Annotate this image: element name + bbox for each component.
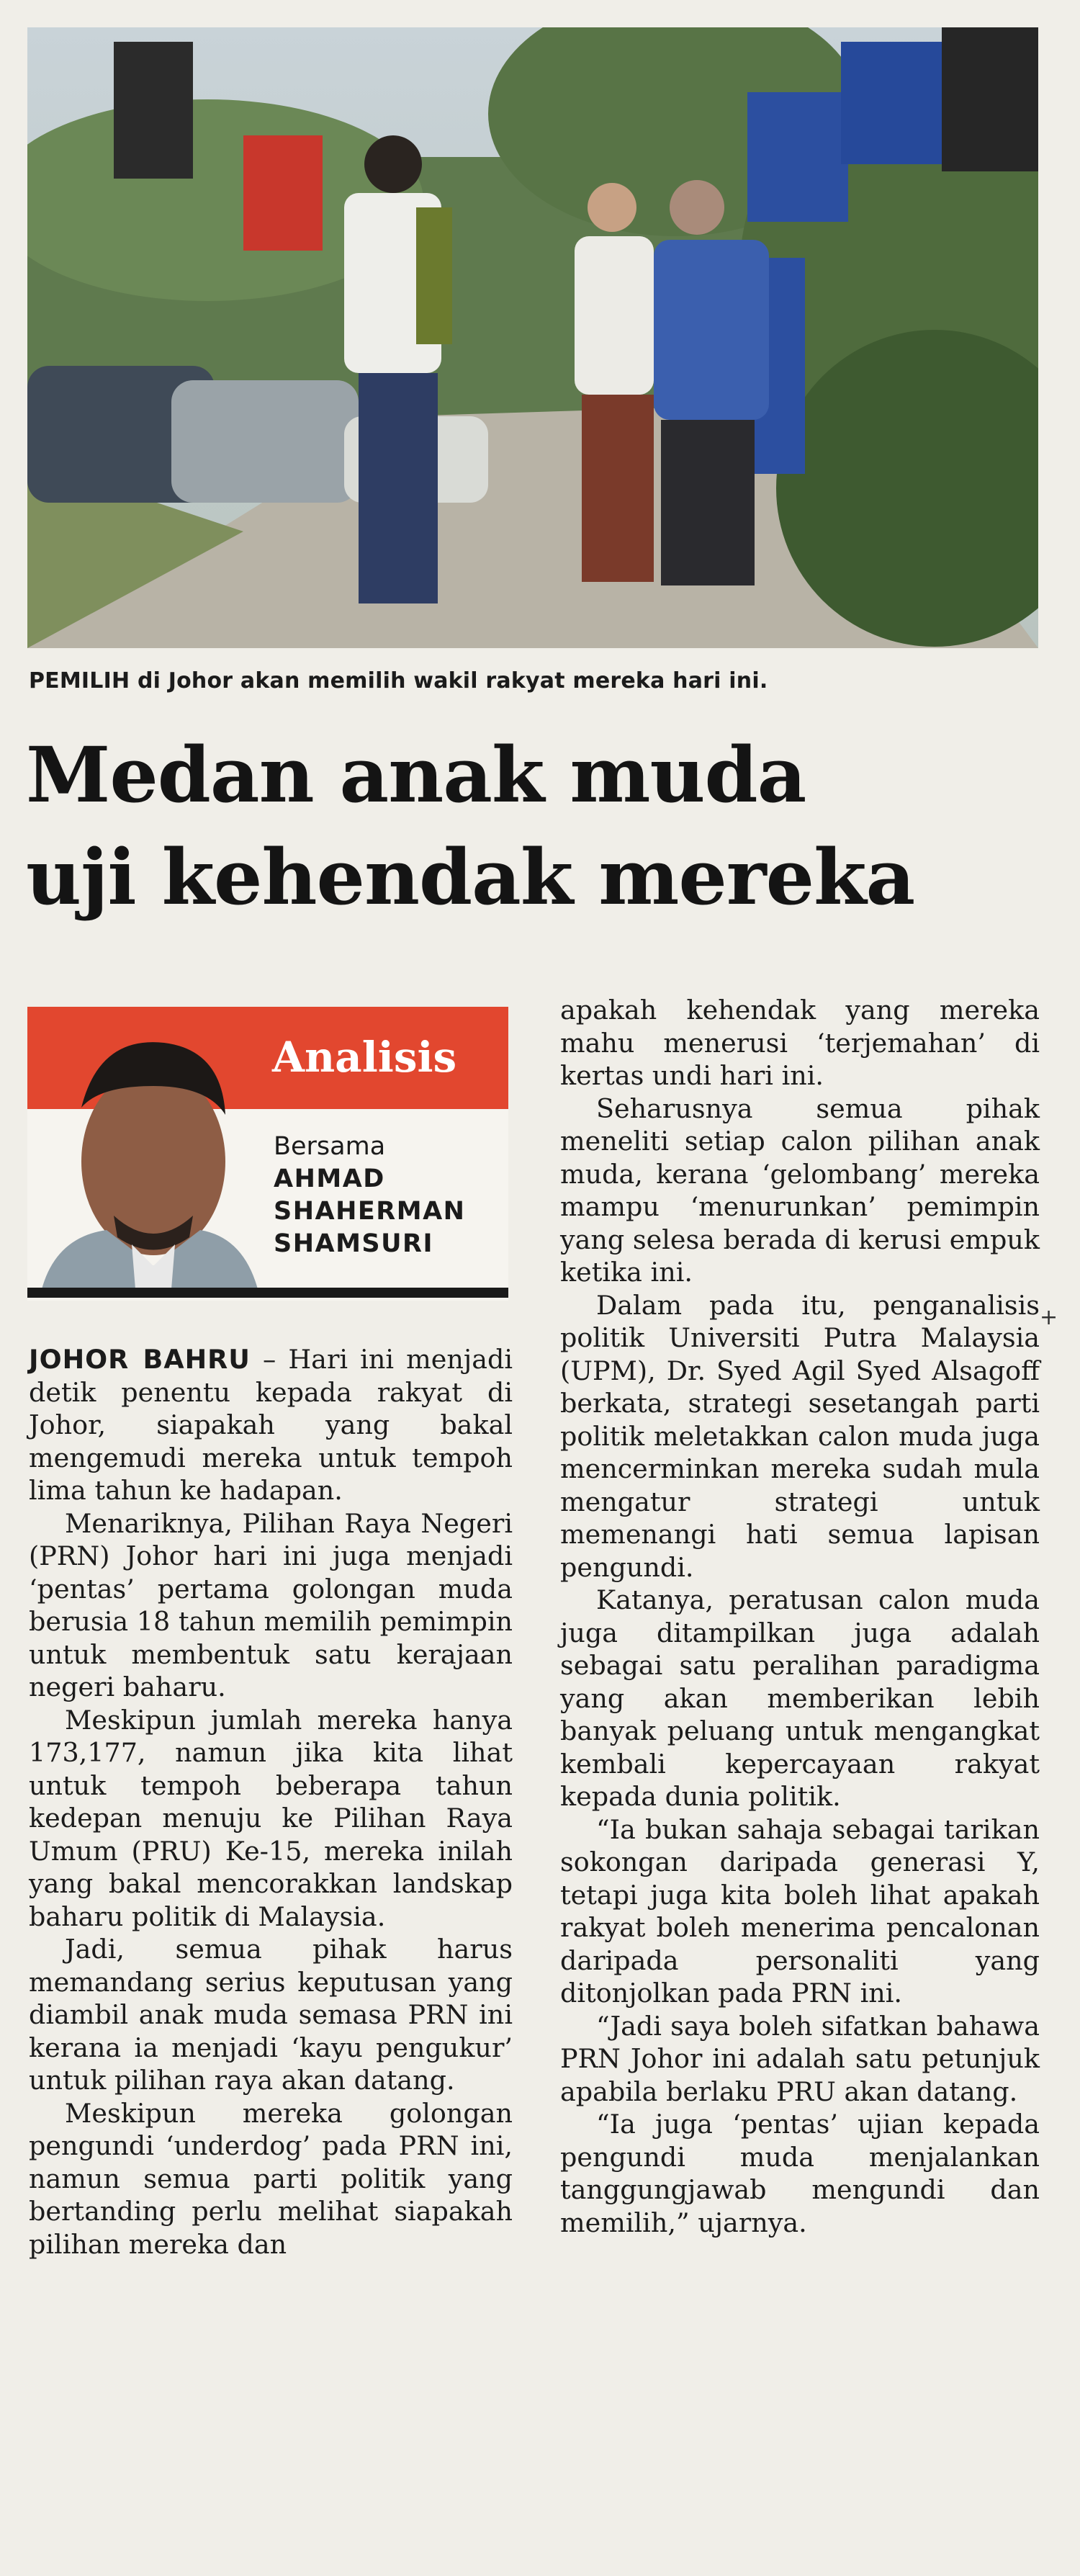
news-photo <box>27 27 1038 648</box>
paragraph-3: Meskipun jumlah mereka hanya 173,177, namun jika kita lihat untuk tempoh beberapa tahun kedepan menuju ke Pilihan Raya Umum (PRU) Ke-15, mereka inilah yang bakal mencorakkan landskap baharu politik di Malaysia. <box>29 1704 513 1932</box>
paragraph-4: Jadi, semua pihak harus memandang serius keputusan yang diambil anak muda semasa PRN ini kerana ia menjadi ‘kayu pengukur’ untuk pilihan raya akan datang. <box>29 1934 513 2096</box>
author-name-2: SHAHERMAN <box>274 1197 466 1226</box>
paragraph-12: “Ia juga ‘pentas’ ujian kepada pengundi muda menjalankan tanggungjawab mengundi dan memilih,” ujarnya. <box>560 2109 1040 2238</box>
paragraph-11: “Jadi saya boleh sifatkan bahawa PRN Johor ini adalah satu petunjuk apabila berlaku PRU akan datang. <box>560 2010 1040 2107</box>
paragraph <box>29 1343 513 1507</box>
paragraph-9: Katanya, peratusan calon muda juga ditampilkan juga adalah sebagai satu peralihan paradigma yang akan memberikan lebih banyak peluang untuk mengangkat kembali kepercayaan rakyat kepada dunia politik. <box>560 1584 1040 1812</box>
article-column-right <box>560 994 1040 2239</box>
byline-with: Bersama <box>274 1132 386 1161</box>
registration-mark-icon: + <box>1040 1305 1058 1330</box>
author-name-3: SHAMSURI <box>274 1229 434 1258</box>
article-column-left <box>29 1343 513 2261</box>
columnist-portrait <box>27 1007 258 1289</box>
caption-lead: PEMILIH <box>29 668 130 694</box>
author-photo-icon <box>27 1007 258 1289</box>
paragraph-10: “Ia bukan sahaja sebagai tarikan sokongan daripada generasi Y, tetapi juga kita boleh lihat apakah rakyat boleh menerima pencalonan daripada personaliti yang ditonjolkan pada PRN ini. <box>560 1813 1040 2009</box>
byline <box>274 1131 465 1260</box>
headline-line-2: uji kehendak mereka <box>26 832 915 922</box>
paragraph-6: apakah kehendak yang mereka mahu menerusi ‘terjemahan’ di kertas undi hari ini. <box>560 995 1040 1091</box>
paragraph-5: Meskipun mereka golongan pengundi ‘underdog’ pada PRN ini, namun semua parti politik yang bertanding perlu melihat siapakah pilihan mereka dan <box>29 2097 513 2260</box>
columnist-box <box>27 1007 508 1301</box>
headline-line-1: Medan anak muda <box>26 730 806 820</box>
analysis-tag: Analisis <box>272 1033 457 1082</box>
photo-caption <box>29 668 768 694</box>
paragraph-2: Menariknya, Pilihan Raya Negeri (PRN) Johor hari ini juga menjadi ‘pentas’ pertama golongan muda berusia 18 tahun memilih pemimpin untuk membentuk satu kerajaan negeri baharu. <box>29 1507 513 1702</box>
photo-voters-walking <box>27 27 1038 648</box>
paragraph-1-text: – Hari ini menjadi detik penentu kepada rakyat di Johor, siapakah yang bakal mengemudi mereka untuk tempoh lima tahun ke hadapan. <box>29 1344 513 1506</box>
paragraph-8: Dalam pada itu, penganalisis politik Universiti Putra Malaysia (UPM), Dr. Syed Agil Syed Alsagoff berkata, strategi sesetangah parti politik meletakkan calon muda juga mencerminkan mereka sudah mula mengatur strategi untuk memenangi hati semua lapisan pengundi. <box>560 1289 1040 1583</box>
paragraph-7: Seharusnya semua pihak meneliti setiap calon pilihan anak muda, kerana ‘gelombang’ mereka mampu ‘menurunkan’ pemimpin yang selesa berada di kerusi empuk ketika ini. <box>560 1092 1040 1288</box>
caption-text: di Johor akan memilih wakil rakyat mereka hari ini. <box>130 668 768 694</box>
dateline: JOHOR BAHRU <box>29 1344 251 1375</box>
headline <box>26 724 1056 928</box>
columnist-box-rule <box>27 1288 508 1298</box>
author-name-1: AHMAD <box>274 1164 385 1193</box>
